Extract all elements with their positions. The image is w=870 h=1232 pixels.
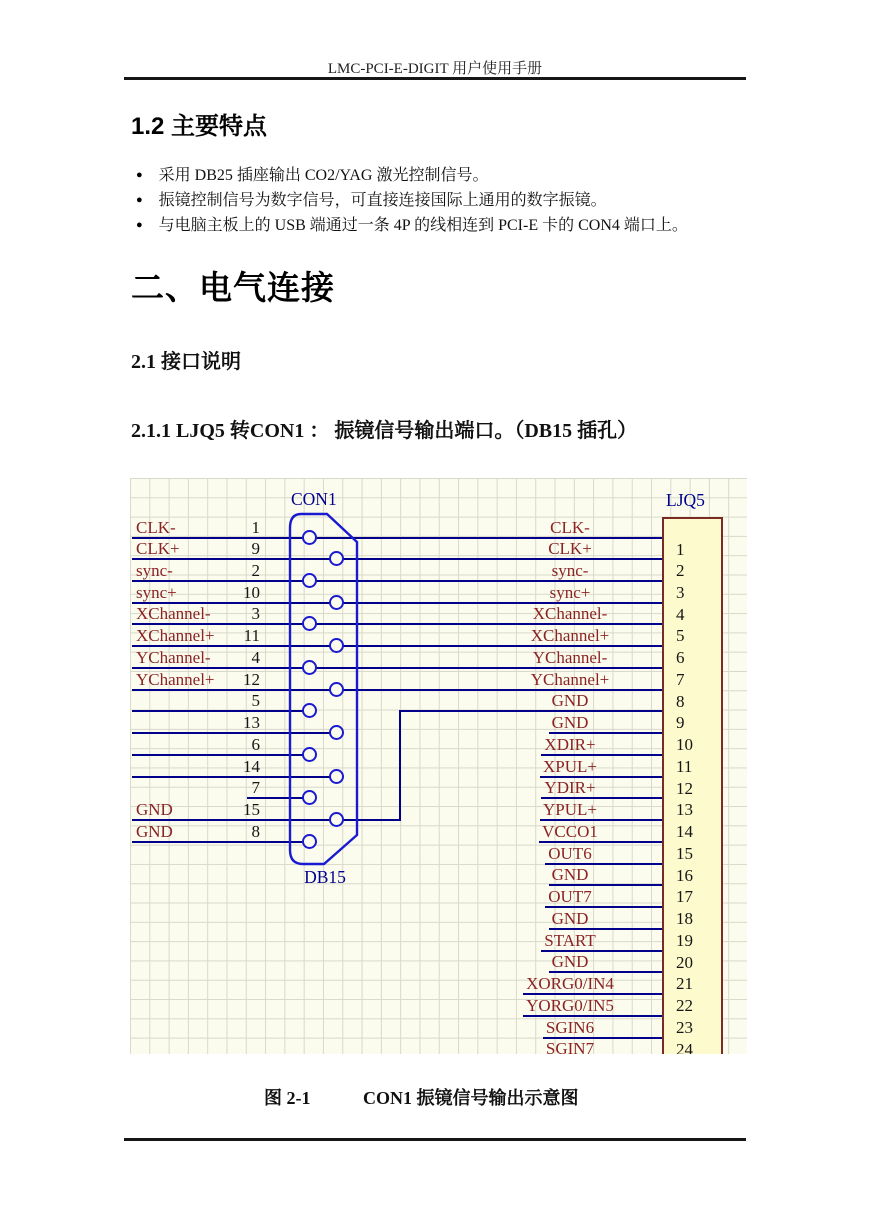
signal-label-right [482, 691, 658, 710]
ljq5-pin-number: 8 [676, 691, 685, 711]
signal-label-right [482, 604, 658, 623]
wire [132, 776, 337, 778]
db15-pin-number: 10 [243, 582, 260, 602]
signal-label: OUT7 [548, 887, 592, 907]
signal-label-right [482, 648, 658, 667]
wire [545, 863, 662, 865]
list-item [136, 188, 756, 213]
signal-label-left: sync+ [136, 582, 177, 602]
connector-pin [329, 638, 344, 653]
footer-rule [124, 1138, 746, 1141]
wire [549, 971, 662, 973]
db15-pin-number: 14 [243, 756, 260, 776]
db15-pin-number: 4 [251, 647, 260, 667]
signal-label-right [482, 757, 658, 776]
wire [132, 602, 662, 604]
signal-label-right [482, 778, 658, 797]
wire [549, 928, 662, 930]
wire [132, 645, 662, 647]
bullet-icon: ● [136, 219, 143, 231]
wire [545, 906, 662, 908]
connector-pin [302, 573, 317, 588]
signal-label-left: CLK+ [136, 539, 180, 559]
ljq5-pin-number: 7 [676, 669, 685, 689]
bullet-icon: ● [136, 194, 143, 206]
db15-pin-number: 2 [251, 560, 260, 580]
signal-label-left: YChannel- [136, 647, 211, 667]
signal-label: GND [551, 952, 589, 972]
ljq5-pin-number: 6 [676, 648, 685, 668]
signal-label: SGIN6 [545, 1017, 595, 1037]
signal-label-right [482, 887, 658, 906]
connector-pin [302, 747, 317, 762]
signal-label-right [482, 626, 658, 645]
page-header-title: LMC-PCI-E-DIGIT 用户使用手册 [327, 61, 543, 77]
db15-pin-number: 6 [251, 734, 260, 754]
list-item [136, 163, 756, 188]
wire [132, 710, 310, 712]
connector-pin [302, 530, 317, 545]
connector-pin [302, 834, 317, 849]
wire [132, 537, 662, 539]
connector-pin [329, 725, 344, 740]
db15-pin-number: 3 [251, 604, 260, 624]
wire [541, 950, 662, 952]
signal-label-right [482, 952, 658, 971]
wire [549, 732, 662, 734]
signal-label: sync- [551, 560, 589, 580]
bullet-text: 振镜控制信号为数字信号，可直接连接国际上通用的数字振镜。 [158, 192, 607, 209]
con1-label: CON1 [291, 489, 337, 509]
signal-label: YChannel- [532, 647, 608, 667]
header-rule [124, 77, 746, 80]
signal-label: SGIN7 [545, 1039, 595, 1054]
db15-pin-number: 1 [251, 517, 260, 537]
signal-label: XORG0/IN4 [526, 974, 614, 994]
wire [132, 819, 401, 821]
db15-pin-number: 8 [251, 821, 260, 841]
signal-label-right [482, 713, 658, 732]
ljq5-pin-number: 13 [676, 800, 693, 820]
ljq5-pin-number: 15 [676, 843, 693, 863]
db15-pin-number: 11 [243, 626, 260, 646]
ljq5-pin-number: 1 [676, 539, 685, 559]
signal-label: GND [551, 691, 589, 711]
signal-label: XChannel+ [530, 626, 610, 646]
ljq5-pin-number: 16 [676, 865, 693, 885]
connector-pin [329, 812, 344, 827]
signal-label-right [482, 583, 658, 602]
signal-label: YORG0/IN5 [526, 995, 614, 1015]
db15-pin-number: 12 [243, 669, 260, 689]
ljq5-pin-number: 23 [676, 1017, 693, 1037]
db15-pin-number: 7 [251, 778, 260, 798]
signal-label: YPUL+ [543, 800, 597, 820]
signal-label-right [482, 561, 658, 580]
connector-pin [302, 616, 317, 631]
connector-pin [302, 660, 317, 675]
signal-label: VCCO1 [542, 821, 598, 841]
signal-label-right [482, 735, 658, 754]
bullet-text: 采用 DB25 插座输出 CO2/YAG 激光控制信号。 [158, 167, 489, 184]
wire [523, 993, 662, 995]
signal-label-left: sync- [136, 560, 173, 580]
signal-label: XChannel- [532, 604, 608, 624]
db15-label: DB15 [304, 867, 346, 887]
signal-label: YChannel+ [530, 669, 610, 689]
wire [132, 667, 662, 669]
signal-label-right [482, 931, 658, 950]
ljq5-pin-number: 10 [676, 735, 693, 755]
connector-pin [329, 769, 344, 784]
ljq5-pin-number: 19 [676, 930, 693, 950]
db15-pin-number: 15 [243, 800, 260, 820]
signal-label: XDIR+ [544, 734, 596, 754]
db15-pin-number: 9 [251, 539, 260, 559]
ljq5-pin-number: 9 [676, 713, 685, 733]
signal-label-right [482, 1039, 658, 1054]
wire [247, 797, 310, 799]
ljq5-pin-number: 5 [676, 626, 685, 646]
connector-pin [302, 703, 317, 718]
ljq5-pin-number: 2 [676, 561, 685, 581]
wire [132, 623, 662, 625]
chapter-2-heading: 二、电气连接 [131, 269, 335, 306]
ljq5-pin-number: 24 [676, 1039, 693, 1054]
signal-label-right [482, 822, 658, 841]
signal-label-left: XChannel+ [136, 626, 215, 646]
bullet-text: 与电脑主板上的 USB 端通过一条 4P 的线相连到 PCI-E 卡的 CON4 端口上。 [158, 217, 688, 234]
signal-label: GND [551, 713, 589, 733]
signal-label: GND [551, 865, 589, 885]
wire [539, 841, 662, 843]
wire [543, 1037, 662, 1039]
signal-label-left: XChannel- [136, 604, 211, 624]
signal-label-left: CLK- [136, 517, 176, 537]
signal-label-right [482, 670, 658, 689]
ljq5-pin-number: 22 [676, 996, 693, 1016]
wire [523, 1015, 662, 1017]
bullet-icon: ● [136, 169, 143, 181]
section-2-1-heading: 2.1 接口说明 [131, 351, 241, 373]
wire [549, 884, 662, 886]
signal-label-right [482, 539, 658, 558]
db15-pin-number: 5 [251, 691, 260, 711]
ljq5-pin-number: 18 [676, 909, 693, 929]
list-item [136, 213, 756, 238]
ljq5-pin-number: 4 [676, 604, 685, 624]
ljq5-pin-number: 17 [676, 887, 693, 907]
ljq5-pin-number: 14 [676, 822, 693, 842]
connector-pin [329, 682, 344, 697]
signal-label: YDIR+ [544, 778, 596, 798]
figure-number: 图 2-1 [264, 1088, 311, 1108]
signal-label-right [482, 996, 658, 1015]
wire [541, 797, 662, 799]
signal-label-left: GND [136, 821, 173, 841]
wire [399, 710, 662, 712]
signal-label-left: GND [136, 800, 173, 820]
section-2-1-1-heading: 2.1.1 LJQ5 转CON1 ： 振镜信号输出端口。（DB15 插孔） [131, 420, 638, 442]
wire [132, 841, 310, 843]
wire [132, 558, 662, 560]
wire [132, 754, 310, 756]
ljq5-label: LJQ5 [666, 490, 705, 510]
figure-caption [264, 1084, 579, 1110]
connector-pin [302, 790, 317, 805]
wire [132, 580, 662, 582]
signal-label: sync+ [549, 582, 591, 602]
wire [540, 776, 662, 778]
signal-label-right [482, 800, 658, 819]
ljq5-pin-number: 3 [676, 582, 685, 602]
signal-label: OUT6 [548, 843, 592, 863]
figure-title: CON1 振镜信号输出示意图 [363, 1088, 579, 1108]
section-1-2-heading: 1.2 主要特点 [131, 113, 268, 140]
signal-label-right [482, 844, 658, 863]
db15-pin-number: 13 [243, 713, 260, 733]
signal-label: CLK- [550, 517, 590, 537]
signal-label-right [482, 518, 658, 537]
ljq5-pin-number: 21 [676, 974, 693, 994]
signal-label: GND [551, 908, 589, 928]
signal-label-right [482, 909, 658, 928]
wire [132, 689, 662, 691]
signal-label: XPUL+ [543, 756, 597, 776]
con1-wiring-diagram [130, 478, 747, 1054]
signal-label-right [482, 974, 658, 993]
feature-list [136, 163, 756, 238]
wire [541, 754, 662, 756]
ljq5-pin-number: 12 [676, 778, 693, 798]
connector-pin [329, 595, 344, 610]
signal-label: CLK+ [548, 539, 592, 559]
signal-label-right [482, 865, 658, 884]
signal-label-right [482, 1018, 658, 1037]
wire [540, 819, 662, 821]
signal-label-left: YChannel+ [136, 669, 215, 689]
connector-pin [329, 551, 344, 566]
ljq5-pin-number: 11 [676, 756, 693, 776]
ljq5-pin-number: 20 [676, 952, 693, 972]
wire [132, 732, 337, 734]
signal-label: START [544, 930, 596, 950]
gnd-wire-vertical [399, 710, 401, 821]
